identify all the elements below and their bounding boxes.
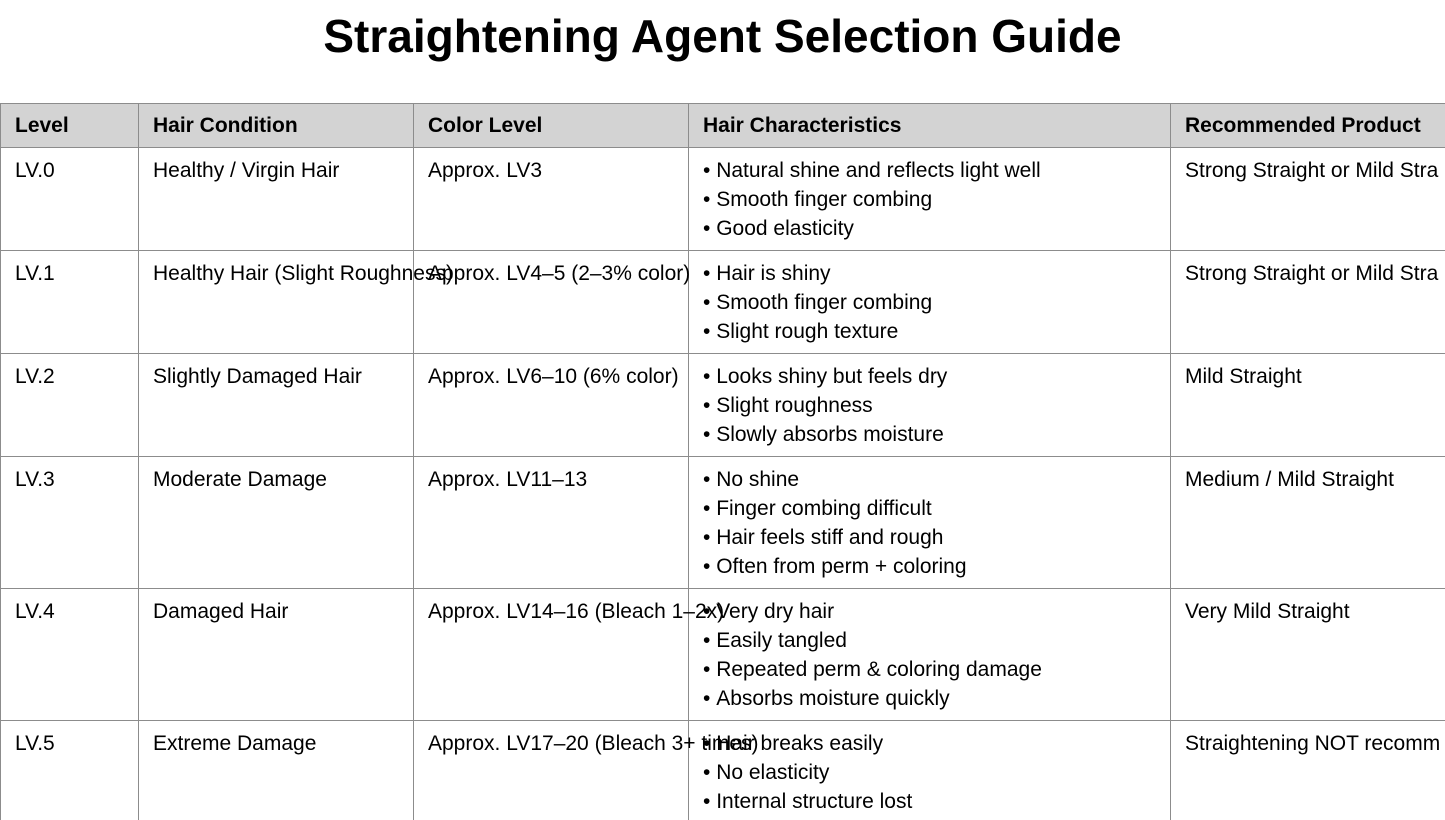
level-cell: LV.5: [1, 721, 139, 820]
product-text: Very Mild Straight: [1185, 600, 1350, 623]
selection-guide-table: [0, 103, 1445, 820]
column-header-color-level: Color Level: [414, 104, 689, 148]
characteristic-item: • Slowly absorbs moisture: [703, 420, 1170, 449]
level-cell: LV.2: [1, 354, 139, 457]
characteristics-list: [703, 597, 1170, 713]
characteristics-list: [703, 465, 1170, 581]
color-level-cell: Approx. LV6–10 (6% color): [414, 354, 689, 457]
table-row: [1, 457, 1445, 589]
characteristic-item: • Smooth finger combing: [703, 185, 1170, 214]
characteristic-item: • Hair breaks easily: [703, 729, 1170, 758]
characteristic-item: • Slight rough texture: [703, 317, 1170, 346]
characteristics-list: [703, 729, 1170, 816]
table-row: [1, 148, 1445, 251]
product-cell: [1171, 148, 1445, 251]
column-header-level: Level: [1, 104, 139, 148]
level-cell: LV.4: [1, 589, 139, 721]
characteristics-cell: [689, 251, 1171, 354]
characteristic-item: • No elasticity: [703, 758, 1170, 787]
condition-cell: Extreme Damage: [139, 721, 414, 820]
table-row: [1, 721, 1445, 820]
characteristics-cell: [689, 354, 1171, 457]
characteristic-item: • Hair feels stiff and rough: [703, 523, 1170, 552]
characteristic-item: • Very dry hair: [703, 597, 1170, 626]
characteristics-cell: [689, 589, 1171, 721]
product-text: Medium / Mild Straight: [1185, 468, 1394, 491]
page-title: Straightening Agent Selection Guide: [323, 10, 1122, 62]
color-level-cell: Approx. LV17–20 (Bleach 3+ times): [414, 721, 689, 820]
condition-cell: Healthy Hair (Slight Roughness): [139, 251, 414, 354]
color-level-cell: Approx. LV11–13: [414, 457, 689, 589]
product-text: Strong Straight or Mild Stra: [1185, 262, 1439, 285]
characteristics-list: [703, 259, 1170, 346]
table-row: [1, 589, 1445, 721]
characteristics-cell: [689, 457, 1171, 589]
characteristic-item: • Repeated perm & coloring damage: [703, 655, 1170, 684]
table-row: [1, 354, 1445, 457]
characteristics-cell: [689, 148, 1171, 251]
product-text: Strong Straight or Mild Stra: [1185, 159, 1439, 182]
characteristic-item: • Slight roughness: [703, 391, 1170, 420]
characteristics-list: [703, 362, 1170, 449]
table-row: [1, 251, 1445, 354]
characteristic-item: • Hair is shiny: [703, 259, 1170, 288]
condition-cell: Moderate Damage: [139, 457, 414, 589]
characteristic-item: • Smooth finger combing: [703, 288, 1170, 317]
product-text: Straightening NOT recomm: [1185, 732, 1441, 755]
color-level-cell: Approx. LV14–16 (Bleach 1–2x): [414, 589, 689, 721]
level-cell: LV.0: [1, 148, 139, 251]
product-text: Mild Straight: [1185, 365, 1302, 388]
characteristic-item: • Finger combing difficult: [703, 494, 1170, 523]
column-header-hair-characteristics: Hair Characteristics: [689, 104, 1171, 148]
characteristic-item: • Good elasticity: [703, 214, 1170, 243]
characteristics-cell: [689, 721, 1171, 820]
product-cell: [1171, 457, 1445, 589]
characteristic-item: • Looks shiny but feels dry: [703, 362, 1170, 391]
product-cell: [1171, 251, 1445, 354]
level-cell: LV.1: [1, 251, 139, 354]
characteristic-item: • No shine: [703, 465, 1170, 494]
product-cell: [1171, 354, 1445, 457]
characteristic-item: • Natural shine and reflects light well: [703, 156, 1170, 185]
table-header-row: [1, 104, 1445, 148]
characteristic-item: • Internal structure lost: [703, 787, 1170, 816]
product-cell: [1171, 589, 1445, 721]
condition-cell: Slightly Damaged Hair: [139, 354, 414, 457]
condition-cell: Healthy / Virgin Hair: [139, 148, 414, 251]
condition-cell: Damaged Hair: [139, 589, 414, 721]
characteristic-item: • Absorbs moisture quickly: [703, 684, 1170, 713]
characteristic-item: • Easily tangled: [703, 626, 1170, 655]
column-header-recommended-product: Recommended Product: [1171, 104, 1445, 148]
product-cell: [1171, 721, 1445, 820]
level-cell: LV.3: [1, 457, 139, 589]
column-header-hair-condition: Hair Condition: [139, 104, 414, 148]
color-level-cell: Approx. LV3: [414, 148, 689, 251]
characteristics-list: [703, 156, 1170, 243]
characteristic-item: • Often from perm + coloring: [703, 552, 1170, 581]
color-level-cell: Approx. LV4–5 (2–3% color): [414, 251, 689, 354]
